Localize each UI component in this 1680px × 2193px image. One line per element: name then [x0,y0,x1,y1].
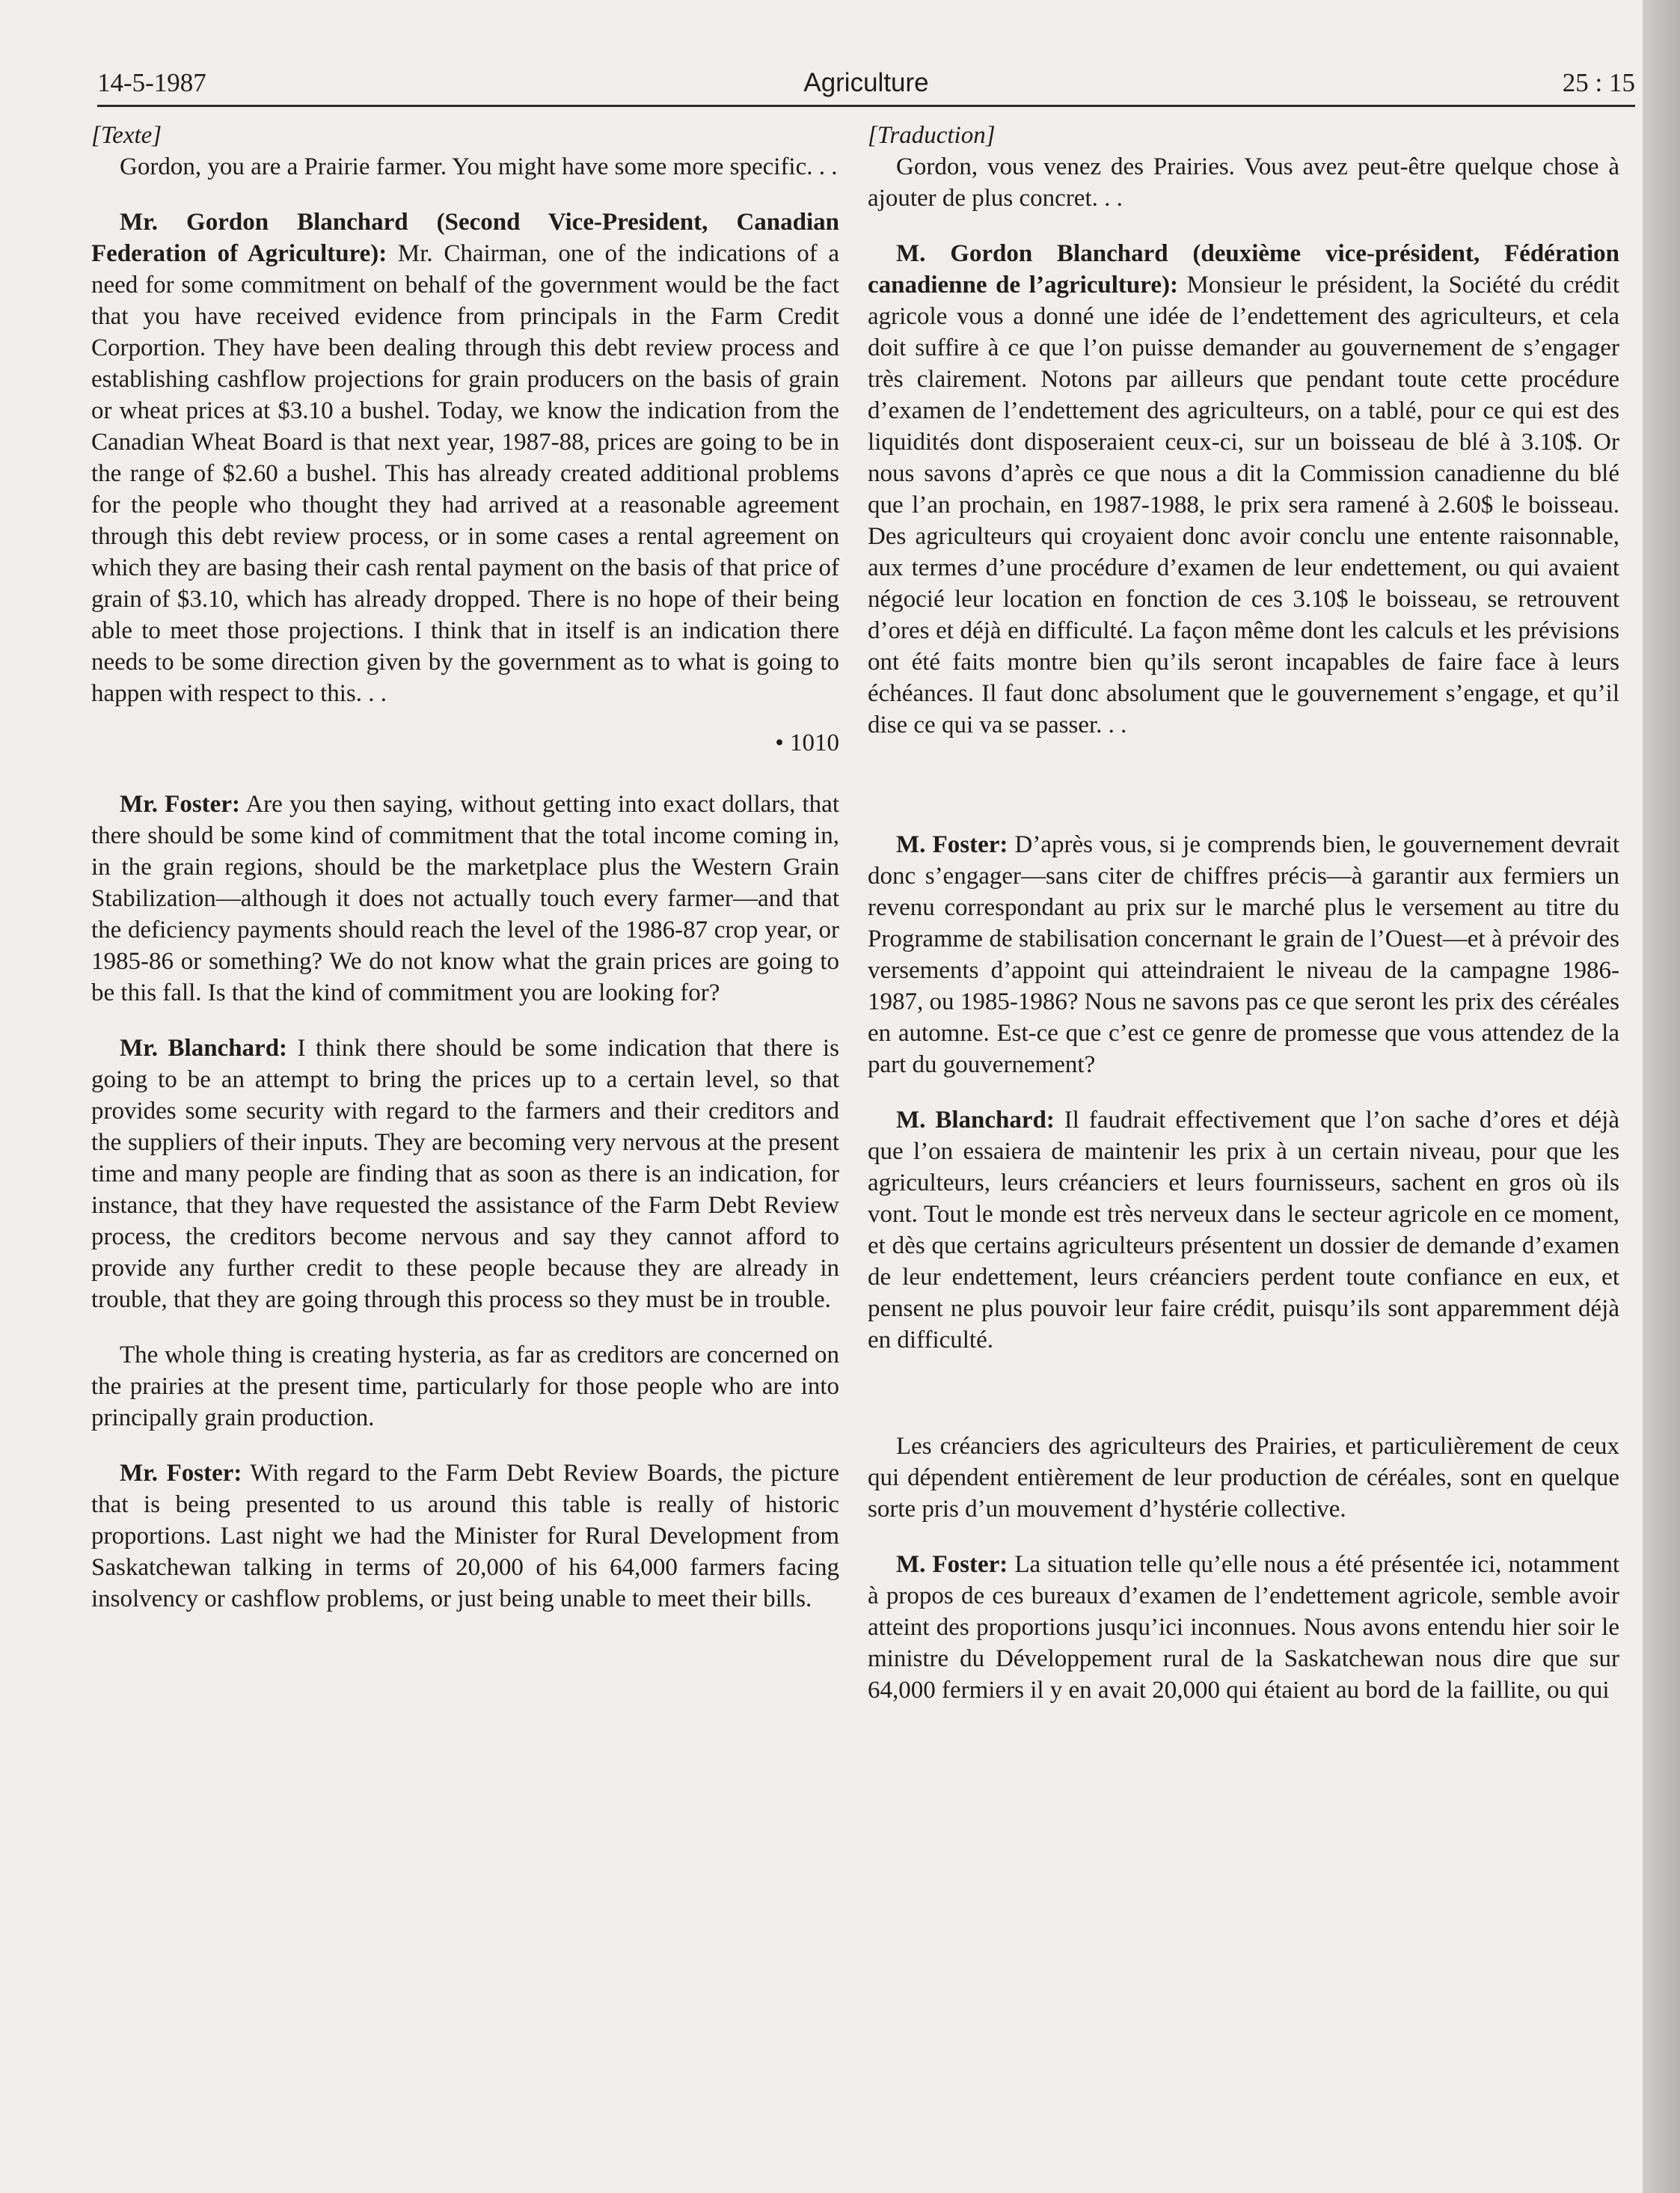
time-marker: • 1010 [775,730,839,756]
french-column [868,120,1619,1730]
paragraph-text: D’après vous, si je comprends bien, le gouvernement devrait donc s’engager—sans citer de chiffres précis—à garantir aux fermiers un revenu correspondant au prix sur le marché plus le versement au titre du Programme de stabilisation concernant le grain de l’Ouest—et à prévoir des versements d’appoint qui atteindraient le niveau de la campagne 1986-1987, ou 1985-1986? Nous ne savons pas ce que seront les prix des céréales en automne. Est-ce que c’est ce genre de promesse que vous attendez de la part du gouvernement? [868,831,1619,1078]
french-translation-tag: [Traduction] [868,122,996,149]
english-paragraph-2 [91,207,839,709]
speaker: Mr. Foster: [120,1460,242,1487]
french-paragraph-4 [868,1104,1619,1356]
page-header [97,61,1635,107]
speaker: M. Foster: [896,1551,1008,1578]
speaker: M. Gordon Blanchard (deuxième vice-président, Fédération canadienne de l’agriculture): [868,240,1619,299]
header-title: Agriculture [803,68,929,97]
paragraph-text: Mr. Chairman, one of the indications of a need for some commitment on behalf of the government would be the fact that you have received evidence from principals in the Farm Credit Corportion. They have been dealing through this debt review process and establishing cashflow projections for grain producers on the basis of grain or wheat prices at $3.10 a bushel. Today, we know the indication from the Canadian Wheat Board is that next year, 1987-88, prices are going to be in the range of $2.60 a bushel. This has already created additional problems for the people who thought they had arrived at a reasonable agreement through this debt review process, or in some cases a rental agreement on which they are basing their cash rental payment on the basis of that price of grain of $3.10, which has already dropped. There is no hope of their being able to meet those projections. I think that in itself is an indication there needs to be some direction given by the government as to what is going to happen with respect to this. . . [91,240,839,707]
french-paragraph-1 [868,151,1619,214]
header-date: 14-5-1987 [97,68,206,97]
paragraph-text: I think there should be some indication that there is going to be an attempt to bring the prices up to a certain level, so that provides some security with regard to the farmers and their creditors and the suppliers of their inputs. They are becoming very nervous at the present time and many people are finding that as soon as there is an indication, for instance, that they have requested the assistance of the Farm Debt Review process, the creditors become nervous and say they cannot afford to provide any further credit to these people because they are already in trouble, that they are going through this process so they must be in trouble. [91,1035,839,1313]
paragraph-text: With regard to the Farm Debt Review Boards, the picture that is being presented to us around this table is really of historic proportions. Last night we had the Minister for Rural Development from Saskatchewan talking in terms of 20,000 of his 64,000 farmers facing insolvency or cashflow problems, or just being unable to meet their bills. [91,1460,839,1612]
english-text-tag: [Texte] [91,122,162,149]
paragraph-text: The whole thing is creating hysteria, as far as creditors are concerned on the prairies at the present time, particularly for those people who are into principally grain production. [91,1342,839,1431]
paragraph-text: Are you then saying, without getting into exact dollars, that there should be some kind of commitment that the total income coming in, in the grain regions, should be the marketplace plus the Western Grain Stabilization—although it does not actually touch every farmer—and that the deficiency payments should reach the level of the 1986-87 crop year, or 1985-86 or something? We do not know what the grain prices are going to be this fall. Is that the kind of commitment you are looking for? [91,791,839,1006]
french-paragraph-6 [868,1549,1619,1706]
french-paragraph-5 [868,1431,1619,1525]
page-edge-shadow [1643,0,1680,2193]
english-column [91,120,839,1639]
french-paragraph-2 [868,238,1619,741]
speaker: Mr. Blanchard: [120,1035,288,1062]
speaker: Mr. Gordon Blanchard (Second Vice-President, Canadian Federation of Agriculture): [91,209,839,267]
english-paragraph-5 [91,1339,839,1434]
english-paragraph-1 [91,151,839,183]
french-paragraph-3 [868,829,1619,1080]
paragraph-text: Les créanciers des agriculteurs des Prairies, et particulièrement de ceux qui dépendent entièrement de leur production de céréales, sont en quelque sorte pris d’un mouvement d’hystérie collective. [868,1433,1619,1523]
paragraph-text: La situation telle qu’elle nous a été présentée ici, notamment à propos de ces bureaux d’examen de l’endettement agricole, semble avoir atteint des proportions jusqu’ici inconnues. Nous avons entendu hier soir le ministre du Développement rural de la Saskatchewan nous dire que sur 64,000 fermiers il y en avait 20,000 qui étaient au bord de la faillite, ou qui [868,1551,1619,1704]
speaker: M. Blanchard: [896,1107,1055,1134]
paragraph-text: Gordon, vous venez des Prairies. Vous avez peut-être quelque chose à ajouter de plus concret. . . [868,153,1619,212]
header-page-number: 25 : 15 [1562,68,1635,97]
speaker: Mr. Foster: [120,791,240,818]
paragraph-text: Il faudrait effectivement que l’on sache d’ores et déjà que l’on essaiera de maintenir les prix à un certain niveau, pour que les agriculteurs, leurs créanciers et leurs fournisseurs, sachent en gros où ils vont. Tout le monde est très nerveux dans le secteur agricole en ce moment, et dès que certains agriculteurs présentent un dossier de demande d’examen de leur endettement, leurs créanciers perdent toute confiance en eux, et pensent ne plus pouvoir leur faire crédit, puisqu’ils sont apparemment déjà en difficulté. [868,1107,1619,1354]
english-paragraph-3 [91,789,839,1009]
english-paragraph-6 [91,1458,839,1615]
speaker: M. Foster: [896,831,1008,858]
paragraph-text: Gordon, you are a Prairie farmer. You might have some more specific. . . [120,153,838,180]
paragraph-text: Monsieur le président, la Société du crédit agricole vous a donné une idée de l’endettement des agriculteurs, et cela doit suffire à ce que l’on puisse demander au gouvernement de s’engager très clairement. Notons par ailleurs que pendant toute cette procédure d’examen de l’endettement des agriculteurs, on a tablé, pour ce qui est des liquidités dont disposeraient ceux-ci, sur un boisseau de blé à 3.10$. Or nous savons d’après ce que nous a dit la Commission canadienne du blé que l’an prochain, en 1987-1988, le prix sera ramené à 2.60$ le boisseau. Des agriculteurs qui croyaient donc avoir conclu une entente raisonnable, aux termes d’une procédure d’examen de leur endettement, ou qui avaient négocié leur location en fonction de ces 3.10$ le boisseau, se retrouvent d’ores et déjà en difficulté. La façon même dont les calculs et les prévisions ont été faits montre bien qu’ils seront incapables de faire face à leurs échéances. Il faut donc absolument que le gouvernement s’engage, et qu’il dise ce qui va se passer. . . [868,272,1619,738]
english-paragraph-4 [91,1033,839,1315]
